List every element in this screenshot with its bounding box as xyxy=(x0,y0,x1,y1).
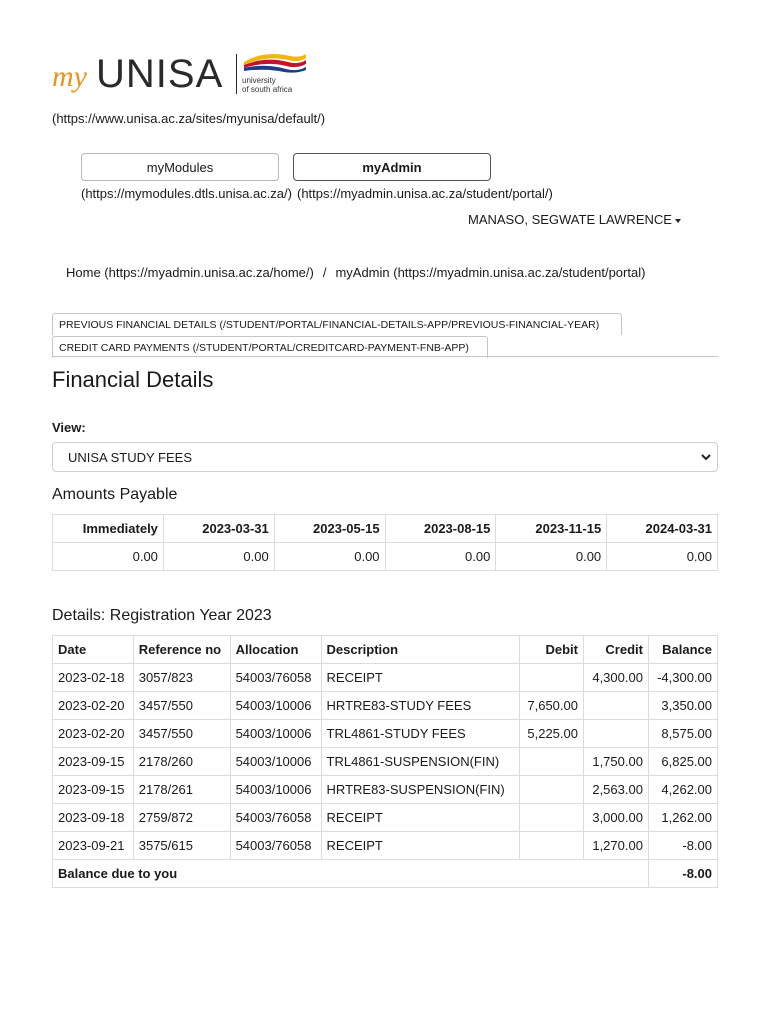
cell-credit: 4,300.00 xyxy=(583,664,648,692)
amounts-header-cell: Immediately xyxy=(53,515,164,543)
amounts-value-row xyxy=(53,543,718,571)
amounts-value-cell: 0.00 xyxy=(385,543,496,571)
table-row xyxy=(53,692,718,720)
balance-due-label: Balance due to you xyxy=(53,860,649,888)
user-menu[interactable] xyxy=(468,212,681,227)
tab-mymodules-url[interactable]: (https://mymodules.dtls.unisa.ac.za/) xyxy=(81,186,292,201)
logo-my-text: my xyxy=(52,60,87,93)
logo-unisa-text: UNISA xyxy=(96,52,224,96)
details-header-balance: Balance xyxy=(648,636,717,664)
details-header-allocation: Allocation xyxy=(230,636,321,664)
cell-debit: 5,225.00 xyxy=(520,720,584,748)
cell-debit: 7,650.00 xyxy=(520,692,584,720)
cell-balance: 6,825.00 xyxy=(648,748,717,776)
cell-reference: 2178/260 xyxy=(133,748,230,776)
page-title: Financial Details xyxy=(52,367,214,392)
cell-credit: 1,750.00 xyxy=(583,748,648,776)
cell-debit xyxy=(520,804,584,832)
logo-divider xyxy=(236,54,237,94)
cell-description: RECEIPT xyxy=(321,832,519,860)
amounts-header-cell: 2024-03-31 xyxy=(607,515,718,543)
chevron-down-icon xyxy=(700,451,712,463)
previous-financial-details-link[interactable]: PREVIOUS FINANCIAL DETAILS (/STUDENT/PORTAL/FINANCIAL-DETAILS-APP/PREVIOUS-FINANCIAL-YEAR) xyxy=(52,313,622,335)
table-row xyxy=(53,776,718,804)
breadcrumb-home[interactable]: Home (https://myadmin.unisa.ac.za/home/) xyxy=(66,265,314,280)
cell-date: 2023-02-20 xyxy=(53,692,134,720)
amounts-header-row xyxy=(53,515,718,543)
balance-due-value: -8.00 xyxy=(648,860,717,888)
cell-allocation: 54003/10006 xyxy=(230,720,321,748)
details-header-credit: Credit xyxy=(583,636,648,664)
credit-card-payments-link[interactable]: CREDIT CARD PAYMENTS (/STUDENT/PORTAL/CREDITCARD-PAYMENT-FNB-APP) xyxy=(52,336,488,358)
amounts-payable-title: Amounts Payable xyxy=(52,486,178,503)
cell-allocation: 54003/76058 xyxy=(230,832,321,860)
details-title: Details: Registration Year 2023 xyxy=(52,607,272,624)
cell-credit: 1,270.00 xyxy=(583,832,648,860)
cell-description: RECEIPT xyxy=(321,664,519,692)
breadcrumb-current[interactable]: myAdmin (https://myadmin.unisa.ac.za/student/portal) xyxy=(335,265,646,280)
cell-balance: -8.00 xyxy=(648,832,717,860)
details-header-debit: Debit xyxy=(520,636,584,664)
logo-sub-line1: university xyxy=(242,76,276,85)
cell-description: TRL4861-SUSPENSION(FIN) xyxy=(321,748,519,776)
cell-reference: 3057/823 xyxy=(133,664,230,692)
cell-reference: 3575/615 xyxy=(133,832,230,860)
table-row xyxy=(53,720,718,748)
cell-balance: 1,262.00 xyxy=(648,804,717,832)
cell-allocation: 54003/10006 xyxy=(230,776,321,804)
unisa-flag-icon xyxy=(240,50,310,74)
cell-date: 2023-02-18 xyxy=(53,664,134,692)
amounts-payable-table xyxy=(52,514,718,571)
tab-myadmin-url[interactable]: (https://myadmin.unisa.ac.za/student/portal/) xyxy=(297,186,553,201)
cell-credit: 3,000.00 xyxy=(583,804,648,832)
details-header-description: Description xyxy=(321,636,519,664)
details-table xyxy=(52,635,718,888)
cell-date: 2023-09-15 xyxy=(53,776,134,804)
cell-balance: 4,262.00 xyxy=(648,776,717,804)
amounts-header-cell: 2023-11-15 xyxy=(496,515,607,543)
cell-reference: 3457/550 xyxy=(133,692,230,720)
cell-description: HRTRE83-STUDY FEES xyxy=(321,692,519,720)
myunisa-logo[interactable] xyxy=(52,48,314,110)
table-row xyxy=(53,804,718,832)
cell-debit xyxy=(520,748,584,776)
cell-credit xyxy=(583,692,648,720)
cell-reference: 3457/550 xyxy=(133,720,230,748)
amounts-header-cell: 2023-08-15 xyxy=(385,515,496,543)
cell-reference: 2178/261 xyxy=(133,776,230,804)
table-row xyxy=(53,664,718,692)
breadcrumb-separator: / xyxy=(322,265,327,280)
cell-allocation: 54003/10006 xyxy=(230,748,321,776)
cell-date: 2023-09-18 xyxy=(53,804,134,832)
cell-date: 2023-02-20 xyxy=(53,720,134,748)
view-label: View: xyxy=(52,420,86,435)
table-row xyxy=(53,832,718,860)
user-name: MANASO, SEGWATE LAWRENCE xyxy=(468,212,672,227)
cell-description: RECEIPT xyxy=(321,804,519,832)
caret-down-icon xyxy=(675,219,681,223)
cell-date: 2023-09-21 xyxy=(53,832,134,860)
cell-description: HRTRE83-SUSPENSION(FIN) xyxy=(321,776,519,804)
amounts-value-cell: 0.00 xyxy=(274,543,385,571)
view-selected-value: UNISA STUDY FEES xyxy=(68,449,193,465)
cell-reference: 2759/872 xyxy=(133,804,230,832)
amounts-header-cell: 2023-03-31 xyxy=(163,515,274,543)
view-select[interactable] xyxy=(52,442,718,472)
cell-debit xyxy=(520,832,584,860)
cell-debit xyxy=(520,664,584,692)
breadcrumb xyxy=(66,265,645,280)
details-header-date: Date xyxy=(53,636,134,664)
logo-url[interactable]: (https://www.unisa.ac.za/sites/myunisa/default/) xyxy=(52,111,326,126)
balance-footer-row xyxy=(53,860,718,888)
cell-balance: 3,350.00 xyxy=(648,692,717,720)
logo-sub-line2: of south africa xyxy=(242,85,293,94)
cell-credit: 2,563.00 xyxy=(583,776,648,804)
details-header-row xyxy=(53,636,718,664)
amounts-value-cell: 0.00 xyxy=(607,543,718,571)
links-divider xyxy=(52,356,718,357)
cell-allocation: 54003/76058 xyxy=(230,664,321,692)
cell-balance: 8,575.00 xyxy=(648,720,717,748)
cell-debit xyxy=(520,776,584,804)
amounts-value-cell: 0.00 xyxy=(496,543,607,571)
cell-allocation: 54003/76058 xyxy=(230,804,321,832)
cell-allocation: 54003/10006 xyxy=(230,692,321,720)
amounts-header-cell: 2023-05-15 xyxy=(274,515,385,543)
cell-description: TRL4861-STUDY FEES xyxy=(321,720,519,748)
tab-mymodules[interactable]: myModules xyxy=(81,153,279,181)
amounts-value-cell: 0.00 xyxy=(53,543,164,571)
details-header-reference: Reference no xyxy=(133,636,230,664)
cell-credit xyxy=(583,720,648,748)
cell-balance: -4,300.00 xyxy=(648,664,717,692)
logo-subtitle xyxy=(242,76,292,94)
amounts-value-cell: 0.00 xyxy=(163,543,274,571)
table-row xyxy=(53,748,718,776)
tab-myadmin[interactable]: myAdmin xyxy=(293,153,491,181)
cell-date: 2023-09-15 xyxy=(53,748,134,776)
